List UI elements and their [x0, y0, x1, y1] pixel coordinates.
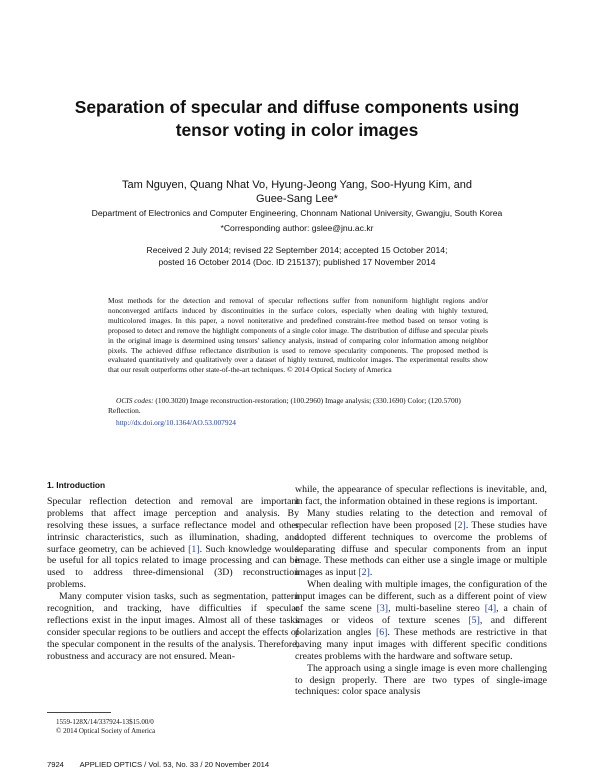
affiliation: Department of Electronics and Computer Engineering, Chonnam National University, Gwangju, South Korea	[91, 208, 503, 218]
title-line-2: tensor voting in color images	[175, 120, 419, 140]
text-run: , and different polarization angles	[295, 614, 547, 638]
text-run: , multi-baseline stereo	[388, 603, 485, 615]
text-run: . These studies have adopted different techniques to overcome the problems of separating diffuse and specular components from an input image. These methods can either use a single image or multiple images as input	[295, 519, 547, 579]
ocis-label: OCIS codes:	[116, 396, 154, 405]
journal-citation: APPLIED OPTICS / Vol. 53, No. 33 / 20 November 2014	[79, 760, 270, 769]
intro-paragraph-3: while, the appearance of specular reflections is inevitable, and, in fact, the information obtained in these regions is important.	[295, 484, 547, 507]
intro-paragraph-2: Many computer vision tasks, such as segmentation, pattern recognition, and tracking, have difficulties if specular reflections exist in the input images. Almost all of these tasks consider specular regions to be outliers and accept the effects of the specular component in the results of the analysis. Therefore, robustness and accuracy are not ensured. Mean-	[47, 591, 299, 662]
citation-link[interactable]: [6]	[375, 626, 388, 638]
title-line-1: Separation of specular and diffuse components using	[74, 97, 520, 117]
citation-link[interactable]: [4]	[484, 603, 497, 615]
citation-link[interactable]: [5]	[468, 614, 480, 626]
dates-line-2: posted 16 October 2014 (Doc. ID 215137); published 17 November 2014	[158, 257, 436, 267]
footnote	[56, 718, 155, 736]
abstract	[108, 296, 488, 375]
intro-paragraph-4	[295, 508, 547, 579]
publication-dates	[110, 244, 484, 268]
text-run: When dealing with multiple images, the configuration of the input images can be different, such as a different point of view of the same scene	[295, 579, 547, 615]
left-column	[47, 480, 299, 663]
abstract-copyright: © 2014 Optical Society of America	[286, 365, 392, 375]
text-run: .	[369, 567, 373, 579]
page-number: 7924	[47, 760, 64, 769]
page-footer	[47, 760, 547, 769]
text-run: Many studies relating to the detection and removal of specular reflection have been proposed	[295, 507, 547, 531]
intro-paragraph-1	[47, 496, 299, 591]
authors-line-1: Tam Nguyen, Quang Nhat Vo, Hyung-Jeong Yang, Soo-Hyung Kim, and	[122, 179, 472, 191]
paper-title	[40, 96, 554, 142]
text-run: . These methods are restrictive in that having many input images with different specific conditions creates problems with the hardware and software setup.	[295, 626, 548, 662]
issn-code: 1559-128X/14/337924-13$15.00/0	[56, 718, 154, 726]
intro-paragraph-6: The approach using a single image is even more challenging to design properly. There are two types of single-image techniques: color space analysis	[295, 662, 547, 698]
dates-line-1: Received 2 July 2014; revised 22 September 2014; accepted 15 October 2014;	[146, 245, 448, 255]
author-list	[80, 178, 514, 206]
footnote-divider	[47, 712, 111, 713]
doi-link[interactable]: http://dx.doi.org/10.1364/AO.53.007924	[116, 418, 236, 427]
corresponding-author: *Corresponding author: gslee@jnu.ac.kr	[220, 223, 374, 233]
intro-paragraph-5	[295, 579, 547, 662]
citation-link[interactable]: [2]	[358, 567, 370, 579]
text-run: , a chain of images or videos of texture scenes	[295, 603, 548, 626]
ocis-values: (100.3020) Image reconstruction-restoration; (100.2960) Image analysis; (330.1690) Color; (120.5700) Reflection.	[108, 396, 461, 415]
footnote-copyright: © 2014 Optical Society of America	[56, 727, 156, 735]
citation-link[interactable]: [1]	[188, 543, 200, 555]
text-run: . Such knowledge would be useful for all topics related to image processing and can be used to address three-dimensional (3D) reconstruction problems.	[47, 543, 299, 591]
authors-line-2: Guee-Sang Lee*	[256, 193, 338, 205]
section-heading: 1. Introduction	[47, 480, 106, 490]
abstract-text: Most methods for the detection and removal of specular reflections suffer from nonuniform highlight regions and/or nonconverged artifacts induced by discontinuities in the surface colors, especially when dealing with highly textured, multicolored images. In this paper, a novel noniterative and predefined constraint-free method based on tensor voting is proposed to detect and remove the highlight components of a single color image. The distribution of diffuse and specular pixels in the original image is determined using tensors' saliency analysis, instead of comparing color information among neighbor pixels. The achieved diffuse reflectance distribution is used to remove specularity components. The proposed method is evaluated quantitatively and qualitatively over a dataset of highly textured, multicolor images. The experimental results show that our result outperforms other state-of-the-art techniques.	[108, 296, 488, 375]
citation-link[interactable]: [3]	[376, 603, 389, 615]
right-column	[295, 484, 547, 698]
ocis-codes	[108, 396, 488, 416]
text-run: Specular reflection detection and removal are important problems that affect image perception and analysis. By resolving these issues, a surface reflectance model and other intrinsic characteristics, such as illumination, shading, and surface geometry, can be achieved	[47, 495, 299, 555]
citation-link[interactable]: [2]	[454, 519, 466, 531]
